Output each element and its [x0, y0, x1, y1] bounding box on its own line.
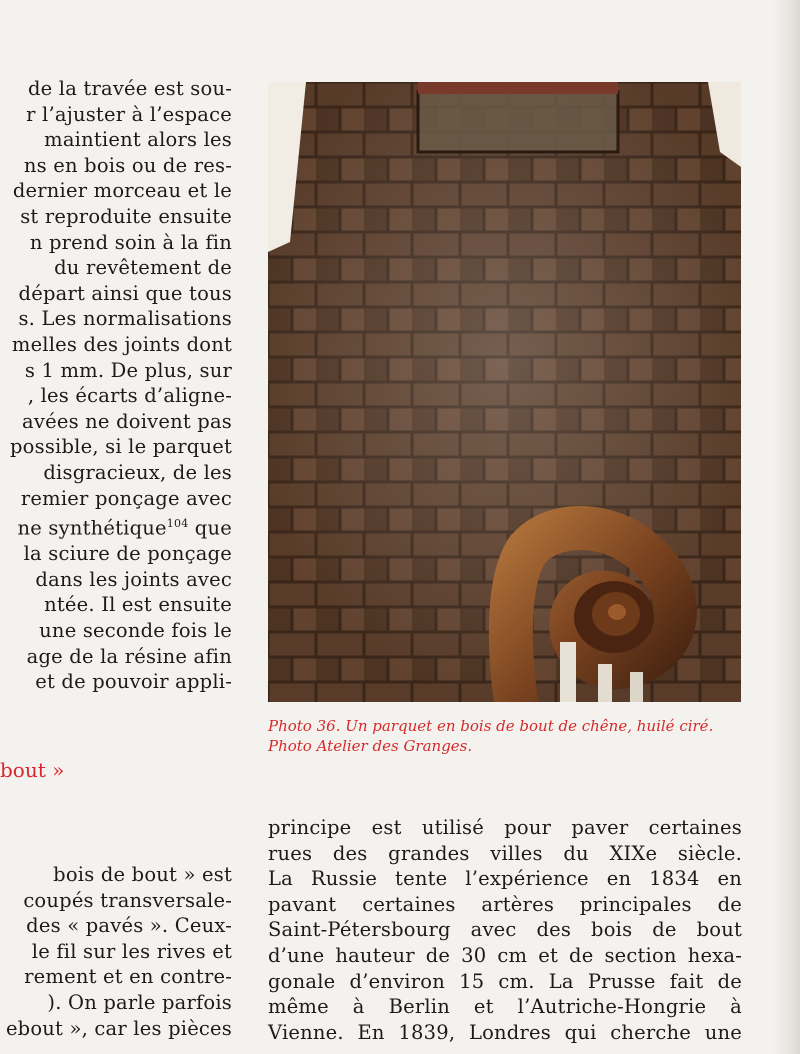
text-line: maintient alors les [44, 128, 232, 152]
text-line: , les écarts d’aligne- [27, 384, 232, 408]
parquet-photo [268, 82, 741, 702]
text-line: remier ponçage avec [20, 486, 232, 510]
end-grain-floor-image [268, 82, 741, 702]
text-line: possible, si le parquet [10, 435, 232, 459]
text-line: d’une hauteur de 30 cm et de section hexa- [268, 943, 742, 967]
footnote-ref[interactable]: 104 [166, 517, 189, 531]
text-line: avées ne doivent pas [22, 409, 232, 433]
text-line: Saint-Pétersbourg avec des bois de bout [268, 918, 742, 942]
text-line: disgracieux, de les [43, 460, 232, 484]
text-line: melles des joints dont [11, 332, 232, 356]
text-line: du revêtement de [54, 256, 232, 280]
text-line: ). On parle parfois [47, 990, 232, 1014]
text-line: Vienne. En 1839, Londres qui cherche une [268, 1020, 742, 1044]
text-line: la sciure de ponçage [23, 542, 232, 566]
text-line: pavant certaines artères principales de [268, 892, 742, 916]
text-line: rues des grandes villes du XIXe siècle. [268, 841, 742, 865]
text-line: n prend soin à la fin [29, 230, 232, 254]
caption-line-2: Photo Atelier des Granges. [268, 737, 473, 755]
text-line: ns en bois ou de res- [23, 153, 232, 177]
text-line: s 1 mm. De plus, sur [24, 358, 232, 382]
text-line: rement et en contre- [24, 965, 232, 989]
text-line: st reproduite ensuite [20, 204, 232, 228]
text-line: La Russie tente l’expérience en 1834 en [268, 867, 742, 891]
text-line: ebout », car les pièces [5, 1016, 232, 1040]
photo-caption [268, 716, 748, 756]
text-line: de la travée est sou- [27, 77, 232, 100]
text-line: même à Berlin et l’Autriche-Hongrie à [268, 995, 742, 1019]
text-line-with-footnote [0, 511, 232, 541]
text-line: et de pouvoir appli- [35, 670, 232, 694]
text-fragment: ne synthétique [17, 516, 167, 540]
text-line: age de la résine afin [26, 644, 232, 668]
text-line: coupés transversale- [23, 888, 232, 912]
text-line: principe est utilisé pour paver certaines [268, 816, 742, 839]
section-heading: bout » [0, 758, 65, 782]
page-edge [772, 0, 800, 1054]
left-text-column-2 [0, 862, 232, 1041]
text-line: une seconde fois le [39, 618, 232, 642]
text-line: r l’ajuster à l’espace [26, 102, 232, 126]
text-fragment: que [188, 516, 232, 540]
text-line: le fil sur les rives et [31, 939, 232, 963]
text-line: bois de bout » est [53, 863, 232, 886]
text-line: ntée. Il est ensuite [44, 593, 232, 617]
text-line: s. Les normalisations [18, 307, 232, 331]
text-line: gonale d’environ 15 cm. La Prusse fait de [268, 969, 742, 993]
caption-line-1: Photo 36. Un parquet en bois de bout de chêne, huilé ciré. [268, 717, 714, 735]
text-line: dans les joints avec [35, 567, 232, 591]
text-line: dernier morceau et le [12, 179, 232, 203]
text-line: départ ainsi que tous [18, 281, 232, 305]
right-text-column [268, 815, 742, 1045]
text-line: des « pavés ». Ceux- [26, 914, 232, 938]
left-text-column [0, 76, 232, 695]
